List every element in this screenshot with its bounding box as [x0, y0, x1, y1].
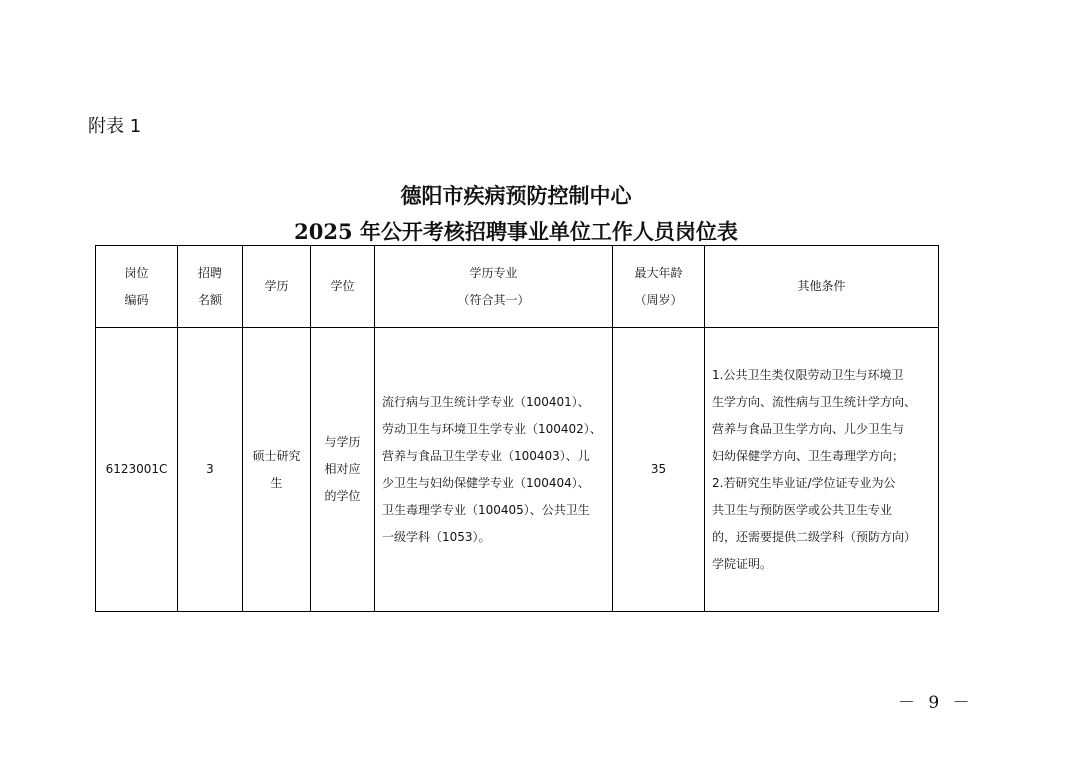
header-major: 学历专业 （符合其一） — [375, 246, 613, 328]
position-table — [95, 245, 939, 612]
table-header-row — [96, 246, 939, 328]
cell-major: 流行病与卫生统计学专业（100401）、 劳动卫生与环境卫生学专业（100402）、 营养与食品卫生学专业（100403）、儿 少卫生与妇幼保健学专业（100404）、 卫生毒理学专业（100405）、公共卫生 一级学科（1053）。 — [375, 328, 613, 612]
header-degree: 学位 — [311, 246, 375, 328]
header-max-age: 最大年龄 （周岁） — [613, 246, 705, 328]
header-education: 学历 — [243, 246, 311, 328]
cell-max-age: 35 — [613, 328, 705, 612]
cell-degree: 与学历 相对应 的学位 — [311, 328, 375, 612]
page-number: － 9 － — [898, 693, 974, 713]
attachment-label: 附表 1 — [88, 116, 142, 137]
cell-position-code: 6123001C — [96, 328, 178, 612]
header-position-code: 岗位 编码 — [96, 246, 178, 328]
cell-education: 硕士研究 生 — [243, 328, 311, 612]
cell-quota: 3 — [178, 328, 243, 612]
table-row — [96, 328, 939, 612]
header-quota: 招聘 名额 — [178, 246, 243, 328]
document-subtitle: 2025 年公开考核招聘事业单位工作人员岗位表 — [294, 219, 738, 244]
header-other-conditions: 其他条件 — [705, 246, 939, 328]
cell-other-conditions: 1.公共卫生类仅限劳动卫生与环境卫 生学方向、流性病与卫生统计学方向、 营养与食品卫生学方向、儿少卫生与 妇幼保健学方向、卫生毒理学方向； 2.若研究生毕业证/学位证专业为公 共卫生与预防医学或公共卫生专业 的，还需要提供二级学科（预防方向） 学院证明。 — [705, 328, 939, 612]
document-title: 德阳市疾病预防控制中心 — [400, 183, 632, 208]
